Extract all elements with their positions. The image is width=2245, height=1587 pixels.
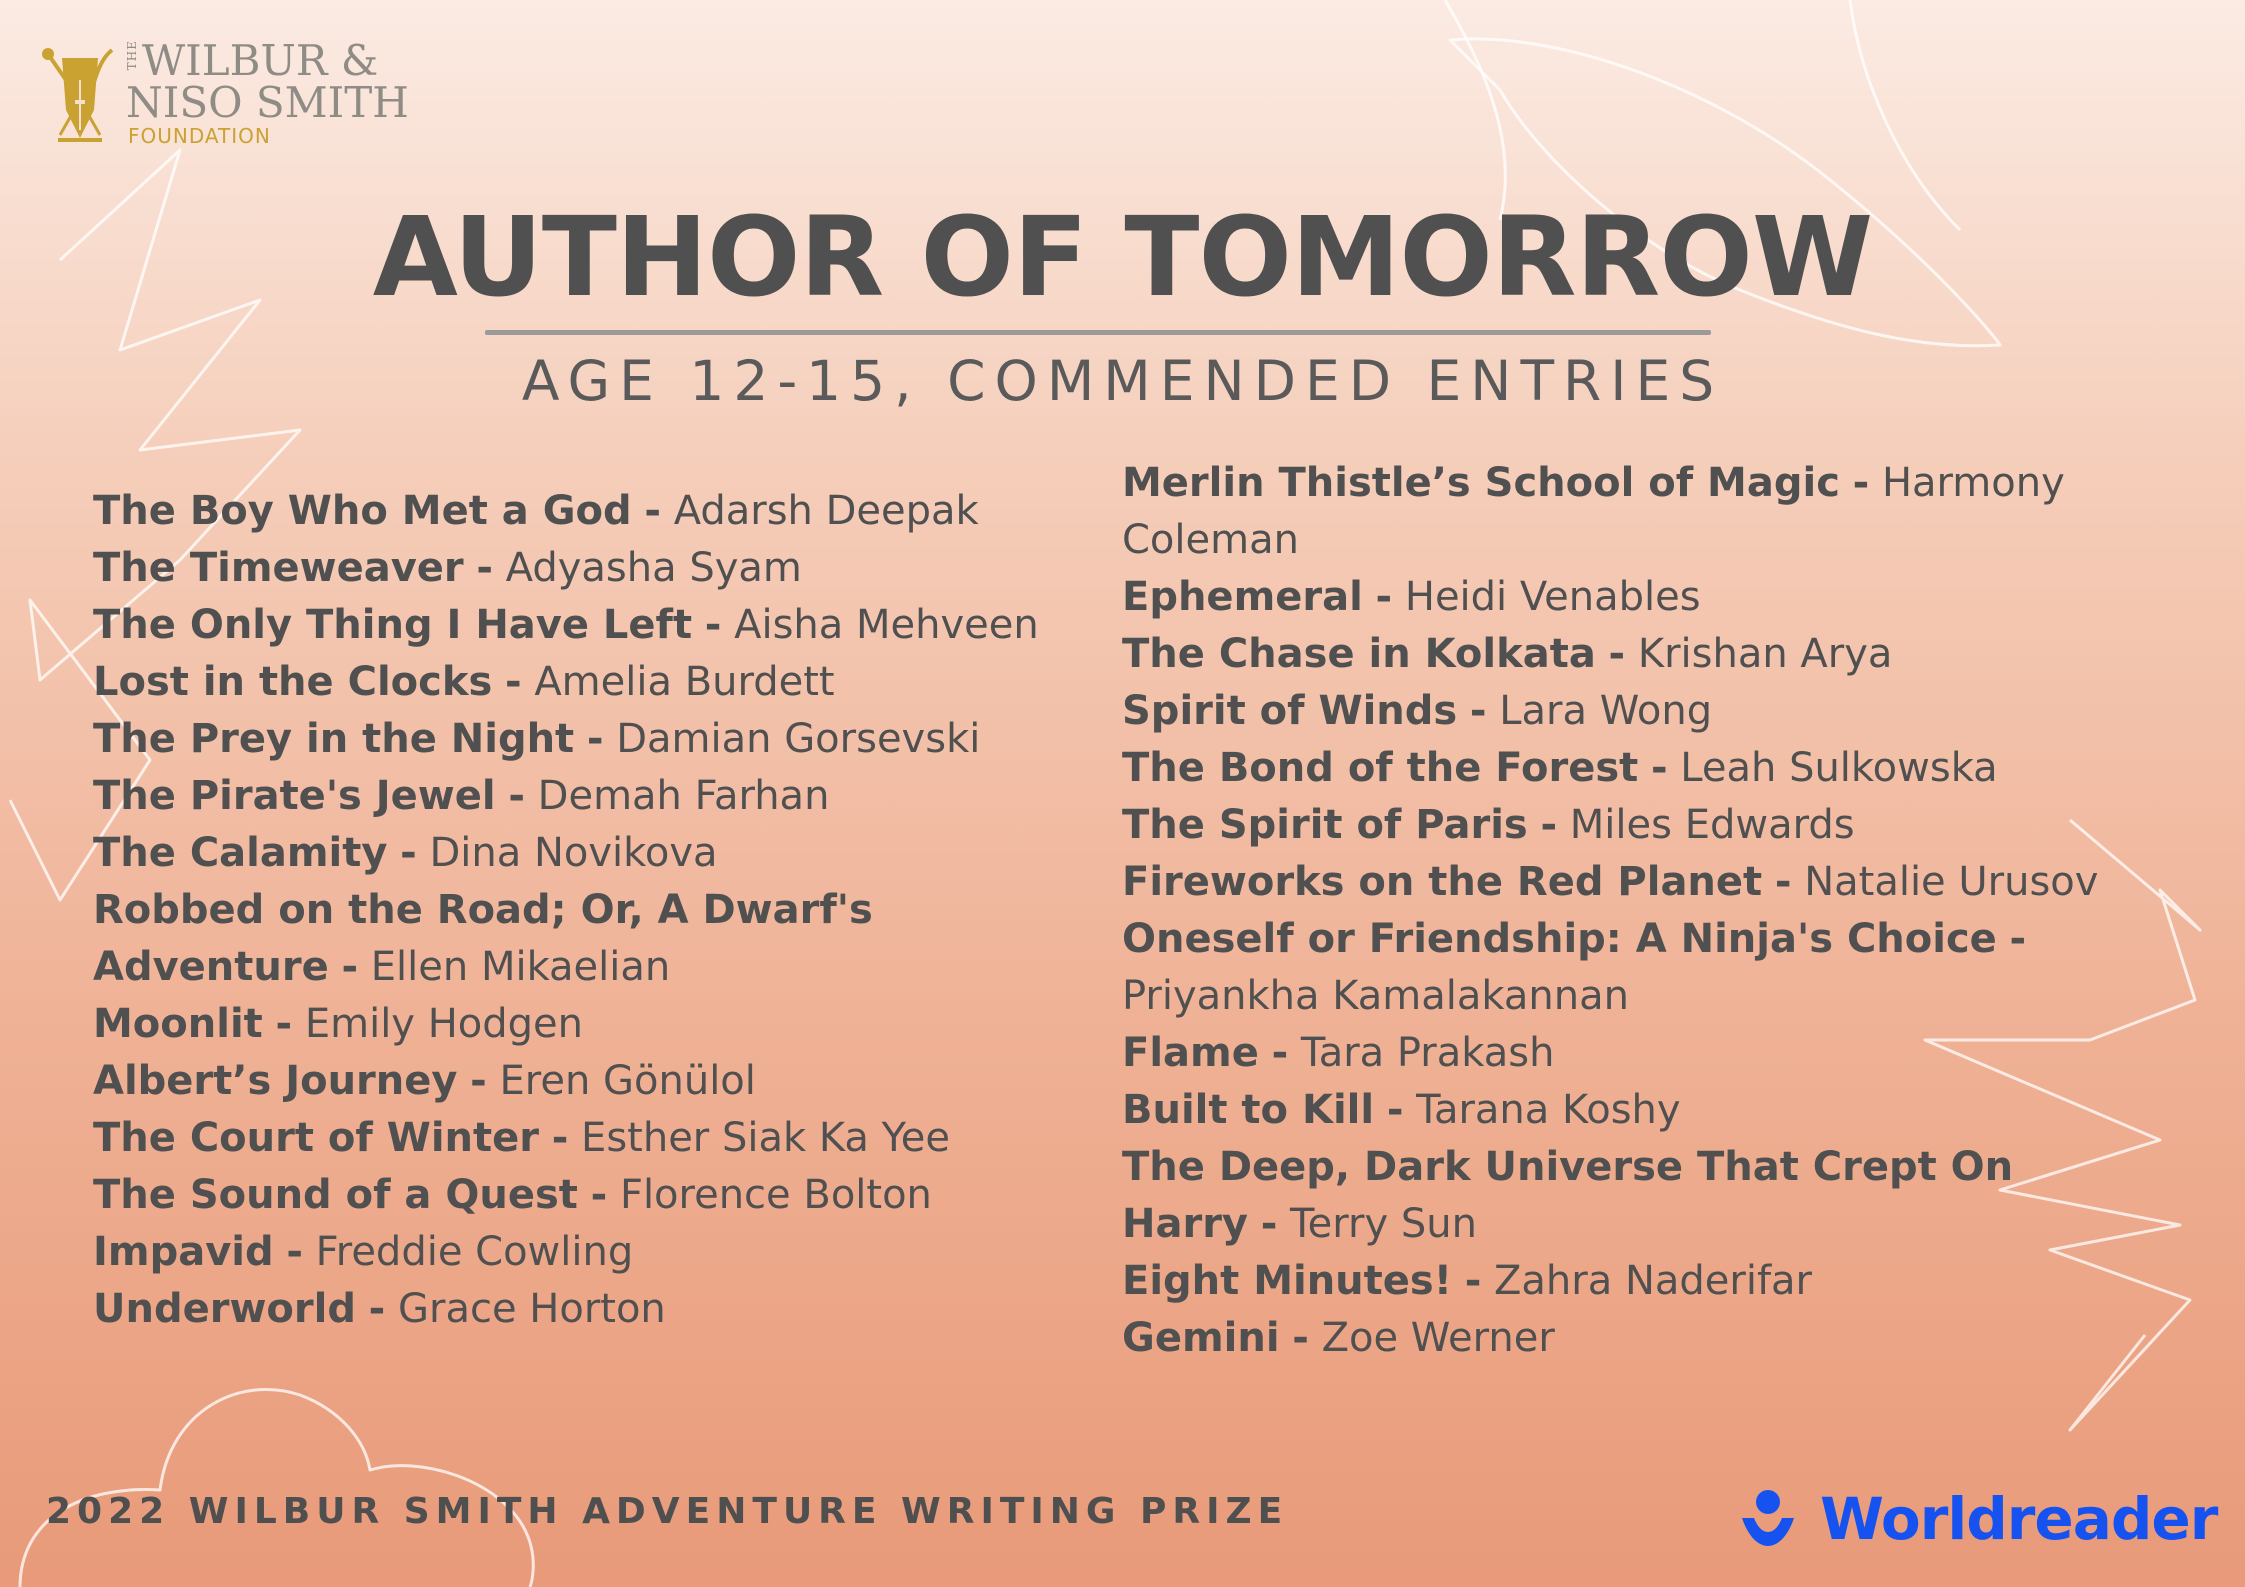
list-item — [1122, 1139, 2122, 1253]
entry-title: The Prey in the Night — [93, 716, 575, 762]
list-item — [93, 996, 1103, 1053]
entry-title: The Deep, Dark Universe That Crept On Harry — [1122, 1144, 2014, 1247]
entry-title: Merlin Thistle’s School of Magic — [1122, 460, 1840, 506]
entry-author: Zoe Werner — [1321, 1315, 1555, 1361]
entry-author: Aisha Mehveen — [734, 602, 1039, 648]
logo-line-2: NISO SMITH — [126, 78, 409, 127]
entry-title: Fireworks on the Red Planet — [1122, 859, 1763, 905]
entry-title: Gemini — [1122, 1315, 1280, 1361]
entry-author: Tara Prakash — [1300, 1030, 1555, 1076]
prize-footer: 2022 WILBUR SMITH ADVENTURE WRITING PRIZE — [46, 1491, 1289, 1532]
list-item — [93, 825, 1103, 882]
worldreader-logo — [1742, 1484, 2218, 1554]
entry-separator: - — [1375, 574, 1393, 620]
entry-separator: - — [400, 830, 417, 876]
entry-title: The Sound of a Quest — [93, 1172, 578, 1218]
entries-list-right — [1122, 455, 2122, 1367]
list-item — [93, 1167, 1103, 1224]
entry-separator: - — [1292, 1315, 1309, 1361]
entry-author: Freddie Cowling — [315, 1229, 634, 1275]
entry-separator: - — [275, 1001, 293, 1047]
title-divider — [485, 330, 1711, 335]
entry-author: Terry Sun — [1290, 1201, 1477, 1247]
entry-title: Spirit of Winds — [1122, 688, 1458, 734]
cloud-bottom-left-shape — [20, 1389, 533, 1587]
entry-separator: - — [504, 659, 522, 705]
entry-author: Krishan Arya — [1637, 631, 1893, 677]
entry-separator: - — [2009, 916, 2027, 962]
list-item — [93, 483, 1103, 540]
entry-separator: - — [470, 1058, 487, 1104]
entry-title: The Timeweaver — [93, 545, 464, 591]
list-item — [1122, 854, 2122, 911]
entry-separator: - — [644, 488, 661, 534]
pen-nib-icon — [40, 40, 120, 150]
entry-separator: - — [586, 716, 604, 762]
entry-author: Miles Edwards — [1569, 802, 1855, 848]
list-item — [93, 711, 1103, 768]
entry-author: Amelia Burdett — [534, 659, 835, 705]
entry-separator: - — [1540, 802, 1558, 848]
entry-author: Lara Wong — [1499, 688, 1713, 734]
list-item — [1122, 797, 2122, 854]
entry-separator: - — [1464, 1258, 1482, 1304]
entry-title: Moonlit — [93, 1001, 263, 1047]
list-item — [93, 882, 1103, 996]
list-item — [93, 1053, 1103, 1110]
entry-separator: - — [286, 1229, 303, 1275]
worldreader-wordmark: Worldreader — [1820, 1485, 2218, 1553]
list-item — [1122, 683, 2122, 740]
entry-title: The Boy Who Met a God — [93, 488, 632, 534]
list-item — [93, 597, 1103, 654]
entry-separator: - — [368, 1286, 386, 1332]
entry-author: Leah Sulkowska — [1680, 745, 1998, 791]
entry-author: Damian Gorsevski — [616, 716, 981, 762]
entry-title: Robbed on the Road; Or, A Dwarf's Adventure — [93, 887, 873, 990]
entry-author: Adarsh Deepak — [673, 488, 979, 534]
entry-title: Lost in the Clocks — [93, 659, 493, 705]
entry-title: The Chase in Kolkata — [1122, 631, 1596, 677]
entry-title: Albert’s Journey — [93, 1058, 458, 1104]
list-item — [1122, 455, 2122, 569]
entry-separator: - — [1260, 1201, 1278, 1247]
entry-separator: - — [1852, 460, 1870, 506]
entry-title: Underworld — [93, 1286, 356, 1332]
entry-title: Eight Minutes! — [1122, 1258, 1452, 1304]
list-item — [1122, 1253, 2122, 1310]
entries-list-left — [93, 483, 1103, 1338]
entry-separator: - — [476, 545, 493, 591]
list-item — [93, 1281, 1103, 1338]
entry-separator: - — [508, 773, 525, 819]
list-item — [93, 540, 1103, 597]
list-item — [1122, 1025, 2122, 1082]
entry-title: Oneself or Friendship: A Ninja's Choice — [1122, 916, 1997, 962]
entry-separator: - — [341, 944, 359, 990]
logo-the: THE — [125, 40, 139, 71]
entry-title: The Pirate's Jewel — [93, 773, 496, 819]
list-item — [1122, 1310, 2122, 1367]
list-item — [1122, 626, 2122, 683]
entry-separator: - — [590, 1172, 608, 1218]
page-subtitle: AGE 12-15, COMMENDED ENTRIES — [521, 349, 1724, 413]
entry-separator: - — [1608, 631, 1626, 677]
list-item — [93, 768, 1103, 825]
entry-author: Zahra Naderifar — [1494, 1258, 1812, 1304]
logo-wilbur: WILBUR & — [142, 36, 379, 85]
entry-separator: - — [704, 602, 722, 648]
entry-author: Ellen Mikaelian — [370, 944, 671, 990]
entry-separator: - — [1386, 1087, 1404, 1133]
list-item — [1122, 911, 2122, 1025]
entry-author: Harmony Coleman — [1122, 460, 2065, 563]
page-title: AUTHOR OF TOMORROW — [372, 193, 1873, 321]
entry-separator: - — [1650, 745, 1668, 791]
entry-title: The Only Thing I Have Left — [93, 602, 693, 648]
entry-separator: - — [1469, 688, 1487, 734]
entry-title: Ephemeral — [1122, 574, 1363, 620]
entry-separator: - — [551, 1115, 569, 1161]
logo-line-1 — [125, 36, 426, 85]
list-item — [93, 1110, 1103, 1167]
entry-title: The Bond of the Forest — [1122, 745, 1639, 791]
entry-author: Adyasha Syam — [505, 545, 802, 591]
entry-author: Florence Bolton — [619, 1172, 932, 1218]
entry-title: Built to Kill — [1122, 1087, 1375, 1133]
entry-author: Dina Novikova — [429, 830, 718, 876]
entry-separator: - — [1271, 1030, 1289, 1076]
entry-author: Tarana Koshy — [1416, 1087, 1681, 1133]
entry-author: Priyankha Kamalakannan — [1122, 973, 1629, 1019]
entry-title: The Calamity — [93, 830, 388, 876]
logo-foundation: FOUNDATION — [128, 124, 271, 148]
entry-author: Grace Horton — [398, 1286, 666, 1332]
entry-separator: - — [1774, 859, 1792, 905]
list-item — [1122, 740, 2122, 797]
entry-author: Demah Farhan — [537, 773, 830, 819]
entry-author: Heidi Venables — [1404, 574, 1701, 620]
entry-title: Impavid — [93, 1229, 274, 1275]
entry-title: Flame — [1122, 1030, 1259, 1076]
list-item — [93, 654, 1103, 711]
entry-author: Esther Siak Ka Yee — [581, 1115, 950, 1161]
worldreader-person-icon — [1742, 1488, 1794, 1548]
entry-title: The Court of Winter — [93, 1115, 539, 1161]
entry-title: The Spirit of Paris — [1122, 802, 1528, 848]
entry-author: Emily Hodgen — [304, 1001, 583, 1047]
list-item — [1122, 1082, 2122, 1139]
entry-author: Natalie Urusov — [1804, 859, 2099, 905]
entry-author: Eren Gönülol — [499, 1058, 756, 1104]
list-item — [1122, 569, 2122, 626]
list-item — [93, 1224, 1103, 1281]
